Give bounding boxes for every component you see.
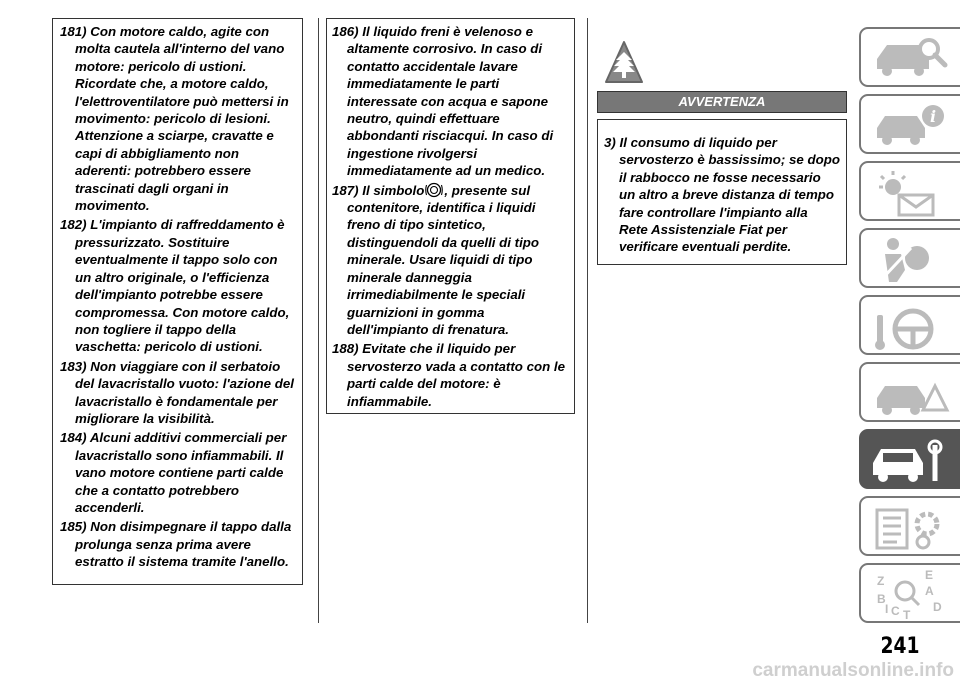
page-number: 241 xyxy=(880,634,920,659)
tab-airbag-safety[interactable] xyxy=(859,228,960,288)
warning-title: AVVERTENZA xyxy=(597,91,847,113)
tab-steering-key[interactable] xyxy=(859,295,960,355)
note-187-rest: , presente sul contenitore, identifica i liquidi freno di tipo sintetico, distinguendoli da quelli di tipo minerale. Usare liquidi di tipo minerale danneggia irrimediabilmente le speciali guarnizioni in gomma dell'impianto di frenatura. xyxy=(347,182,540,337)
notes-box-left xyxy=(52,18,303,585)
tab-car-info[interactable] xyxy=(859,94,960,154)
note-185: 185) Non disimpegnare il tappo dalla prolunga senza prima avere estratto il sistema tramite l'anello. xyxy=(60,519,292,570)
warning-symbol-icon xyxy=(600,38,648,88)
alphabetical-index-icon xyxy=(867,569,957,621)
index-letter-b: B xyxy=(877,592,886,606)
tab-warning-lights[interactable] xyxy=(859,161,960,221)
warning-lights-icon xyxy=(867,167,957,219)
steering-key-icon xyxy=(867,301,957,353)
warning-text: 3) Il consumo di liquido per servosterzo è bassissimo; se dopo il rabbocco ne fosse necessario un altro a breve distanza di tempo fare controllare l'impianto alla Rete Assistenziale Fiat per verificare eventuali perdite. xyxy=(604,135,840,255)
car-emergency-icon xyxy=(867,368,957,420)
index-letter-t: T xyxy=(903,608,911,621)
note-184: 184) Alcuni additivi commerciali per lavacristallo sono infiammabili. Il vano motore contiene parti calde che a contatto potrebbero accenderli. xyxy=(60,430,287,515)
index-letter-e: E xyxy=(925,569,934,582)
note-182: 182) L'impianto di raffreddamento è pressurizzato. Sostituire eventualmente il tappo solo con un altro originale, o l'efficienza dell'impianto potrebbe essere compromessa. Con motore caldo, non togliere il tappo della vaschetta: pericolo di ustioni. xyxy=(60,217,290,355)
car-search-icon xyxy=(867,33,957,85)
column-divider-2 xyxy=(587,18,588,623)
notes-box-middle xyxy=(326,18,575,414)
note-186: 186) Il liquido freni è velenoso e altamente corrosivo. In caso di contatto accidentale lavare immediatamente le parti interessate con acqua e sapone neutro, quindi effettuare abbondanti risciacqui. In caso di ingestione rivolgersi immediatamente ad un medico. xyxy=(332,24,554,179)
airbag-safety-icon xyxy=(867,234,957,286)
index-letter-z: Z xyxy=(877,574,885,588)
index-letter-d: D xyxy=(933,600,942,614)
index-letter-i: I xyxy=(885,602,889,616)
technical-data-icon xyxy=(867,502,957,554)
column-divider-1 xyxy=(318,18,319,623)
tab-alphabetical-index[interactable] xyxy=(859,563,960,623)
tab-car-emergency[interactable] xyxy=(859,362,960,422)
note-187 xyxy=(332,182,569,339)
note-188: 188) Evitate che il liquido per servosterzo vada a contatto con le parti calde del motore: è infiammabile. xyxy=(332,341,565,409)
tab-car-search[interactable] xyxy=(859,27,960,87)
note-181: 181) Con motore caldo, agite con molta cautela all'interno del vano motore: pericolo di ustioni. Ricordate che, a motore caldo, l'elettroventilatore può mettersi in movimento: pericolo di lesioni. Attenzione a sciarpe, cravatte e capi di abbigliamento non aderenti: potrebbero essere trascinati dagli organi in movimento. xyxy=(60,24,289,214)
warning-box xyxy=(597,119,847,265)
index-letter-c: C xyxy=(891,604,900,618)
brake-fluid-symbol-icon xyxy=(425,182,443,198)
note-187-start: 187) Il simbolo xyxy=(332,182,425,198)
watermark: carmanualsonline.info xyxy=(752,660,954,681)
index-letter-a: A xyxy=(925,584,934,598)
car-info-icon xyxy=(867,100,957,152)
note-183: 183) Non viaggiare con il serbatoio del lavacristallo vuoto: l'azione del lavacristallo è fondamentale per migliorare la visibilità. xyxy=(60,358,294,426)
tab-technical-data[interactable] xyxy=(859,496,960,556)
tab-car-maintenance[interactable] xyxy=(859,429,960,489)
car-maintenance-icon xyxy=(867,435,957,487)
svg-text:i: i xyxy=(930,107,937,126)
